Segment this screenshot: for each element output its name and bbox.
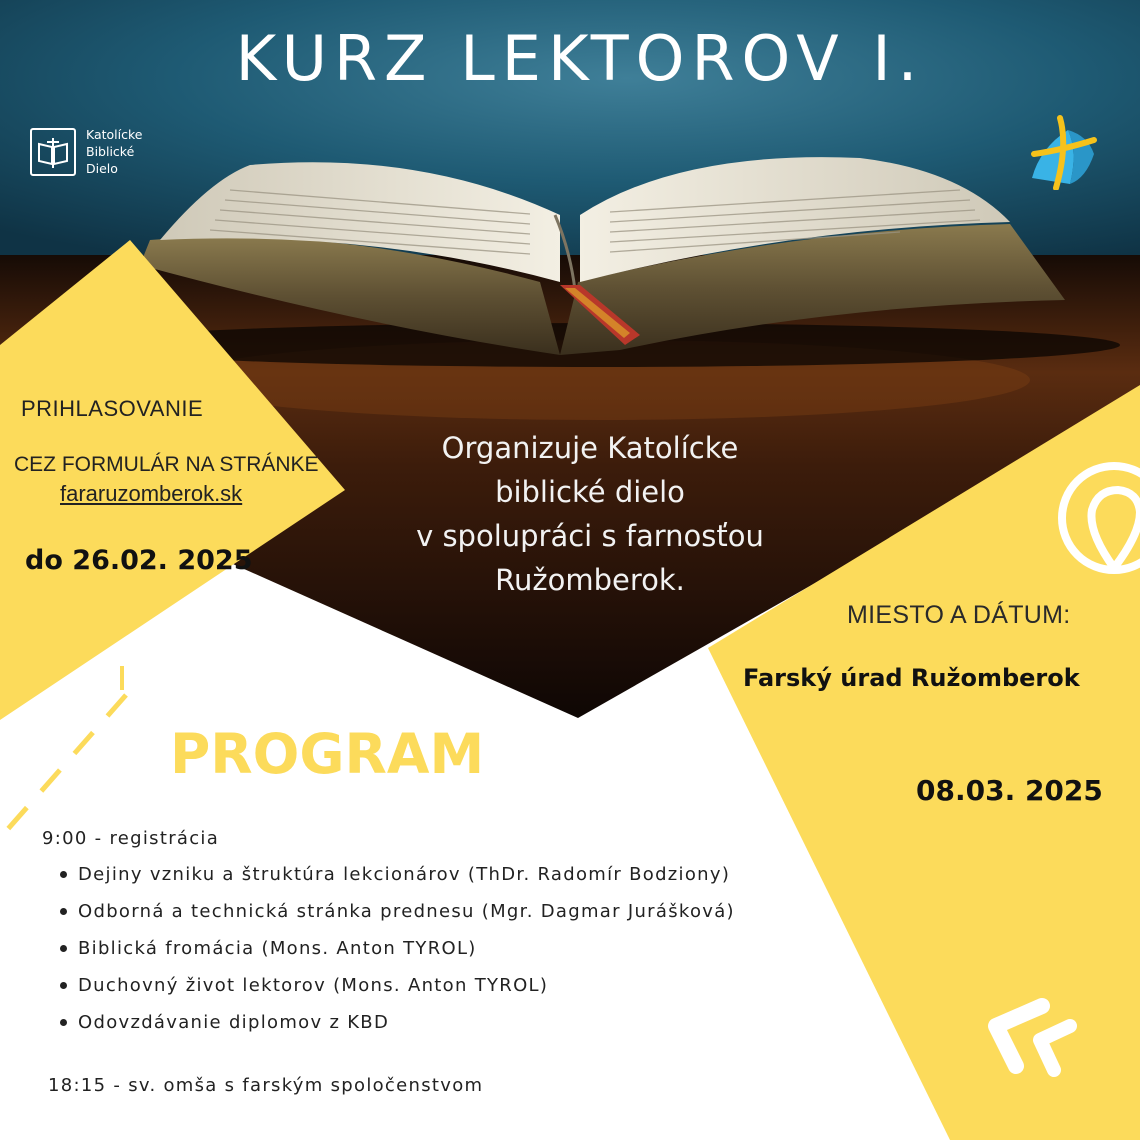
cross-logo-icon xyxy=(1024,112,1100,190)
organizer-line-4: Ružomberok. xyxy=(495,563,685,597)
program-item: Odovzdávanie diplomov z KBD xyxy=(58,1004,735,1041)
chevron-decoration-icon xyxy=(982,990,1092,1090)
program-start: 9:00 - registrácia xyxy=(42,828,220,849)
program-item: Duchovný život lektorov (Mons. Anton TYROL) xyxy=(58,967,735,1004)
program-list xyxy=(58,856,735,1041)
program-item: Dejiny vzniku a štruktúra lekcionárov (ThDr. Radomír Bodziony) xyxy=(58,856,735,893)
page-title: KURZ LEKTOROV I. xyxy=(235,22,925,95)
open-book-icon xyxy=(30,128,76,176)
place-name: Farský úrad Ružomberok xyxy=(743,664,1080,692)
event-date: 08.03. 2025 xyxy=(916,774,1103,807)
kbd-logo-line-2: Biblické xyxy=(86,144,135,159)
registration-method: CEZ FORMULÁR NA STRÁNKE xyxy=(14,453,319,476)
location-pin-icon xyxy=(1052,460,1140,580)
registration-heading: PRIHLASOVANIE xyxy=(21,396,204,421)
registration-deadline: do 26.02. 2025 xyxy=(25,545,253,576)
program-item: Odborná a technická stránka prednesu (Mgr. Dagmar Jurášková) xyxy=(58,893,735,930)
place-heading: MIESTO A DÁTUM: xyxy=(847,601,1071,629)
organizer-line-2: biblické dielo xyxy=(495,475,685,509)
registration-link[interactable]: fararuzomberok.sk xyxy=(60,481,243,506)
kbd-logo-line-1: Katolícke xyxy=(86,127,143,142)
organizer-line-3: v spolupráci s farnosťou xyxy=(416,519,764,553)
organizer-text xyxy=(355,426,825,602)
program-heading: PROGRAM xyxy=(170,722,485,786)
program-end: 18:15 - sv. omša s farským spoločenstvom xyxy=(48,1075,484,1096)
organizer-line-1: Organizuje Katolícke xyxy=(441,431,739,465)
kbd-logo-line-3: Dielo xyxy=(86,161,118,176)
kbd-logo xyxy=(30,124,180,180)
program-item: Biblická fromácia (Mons. Anton TYROL) xyxy=(58,930,735,967)
